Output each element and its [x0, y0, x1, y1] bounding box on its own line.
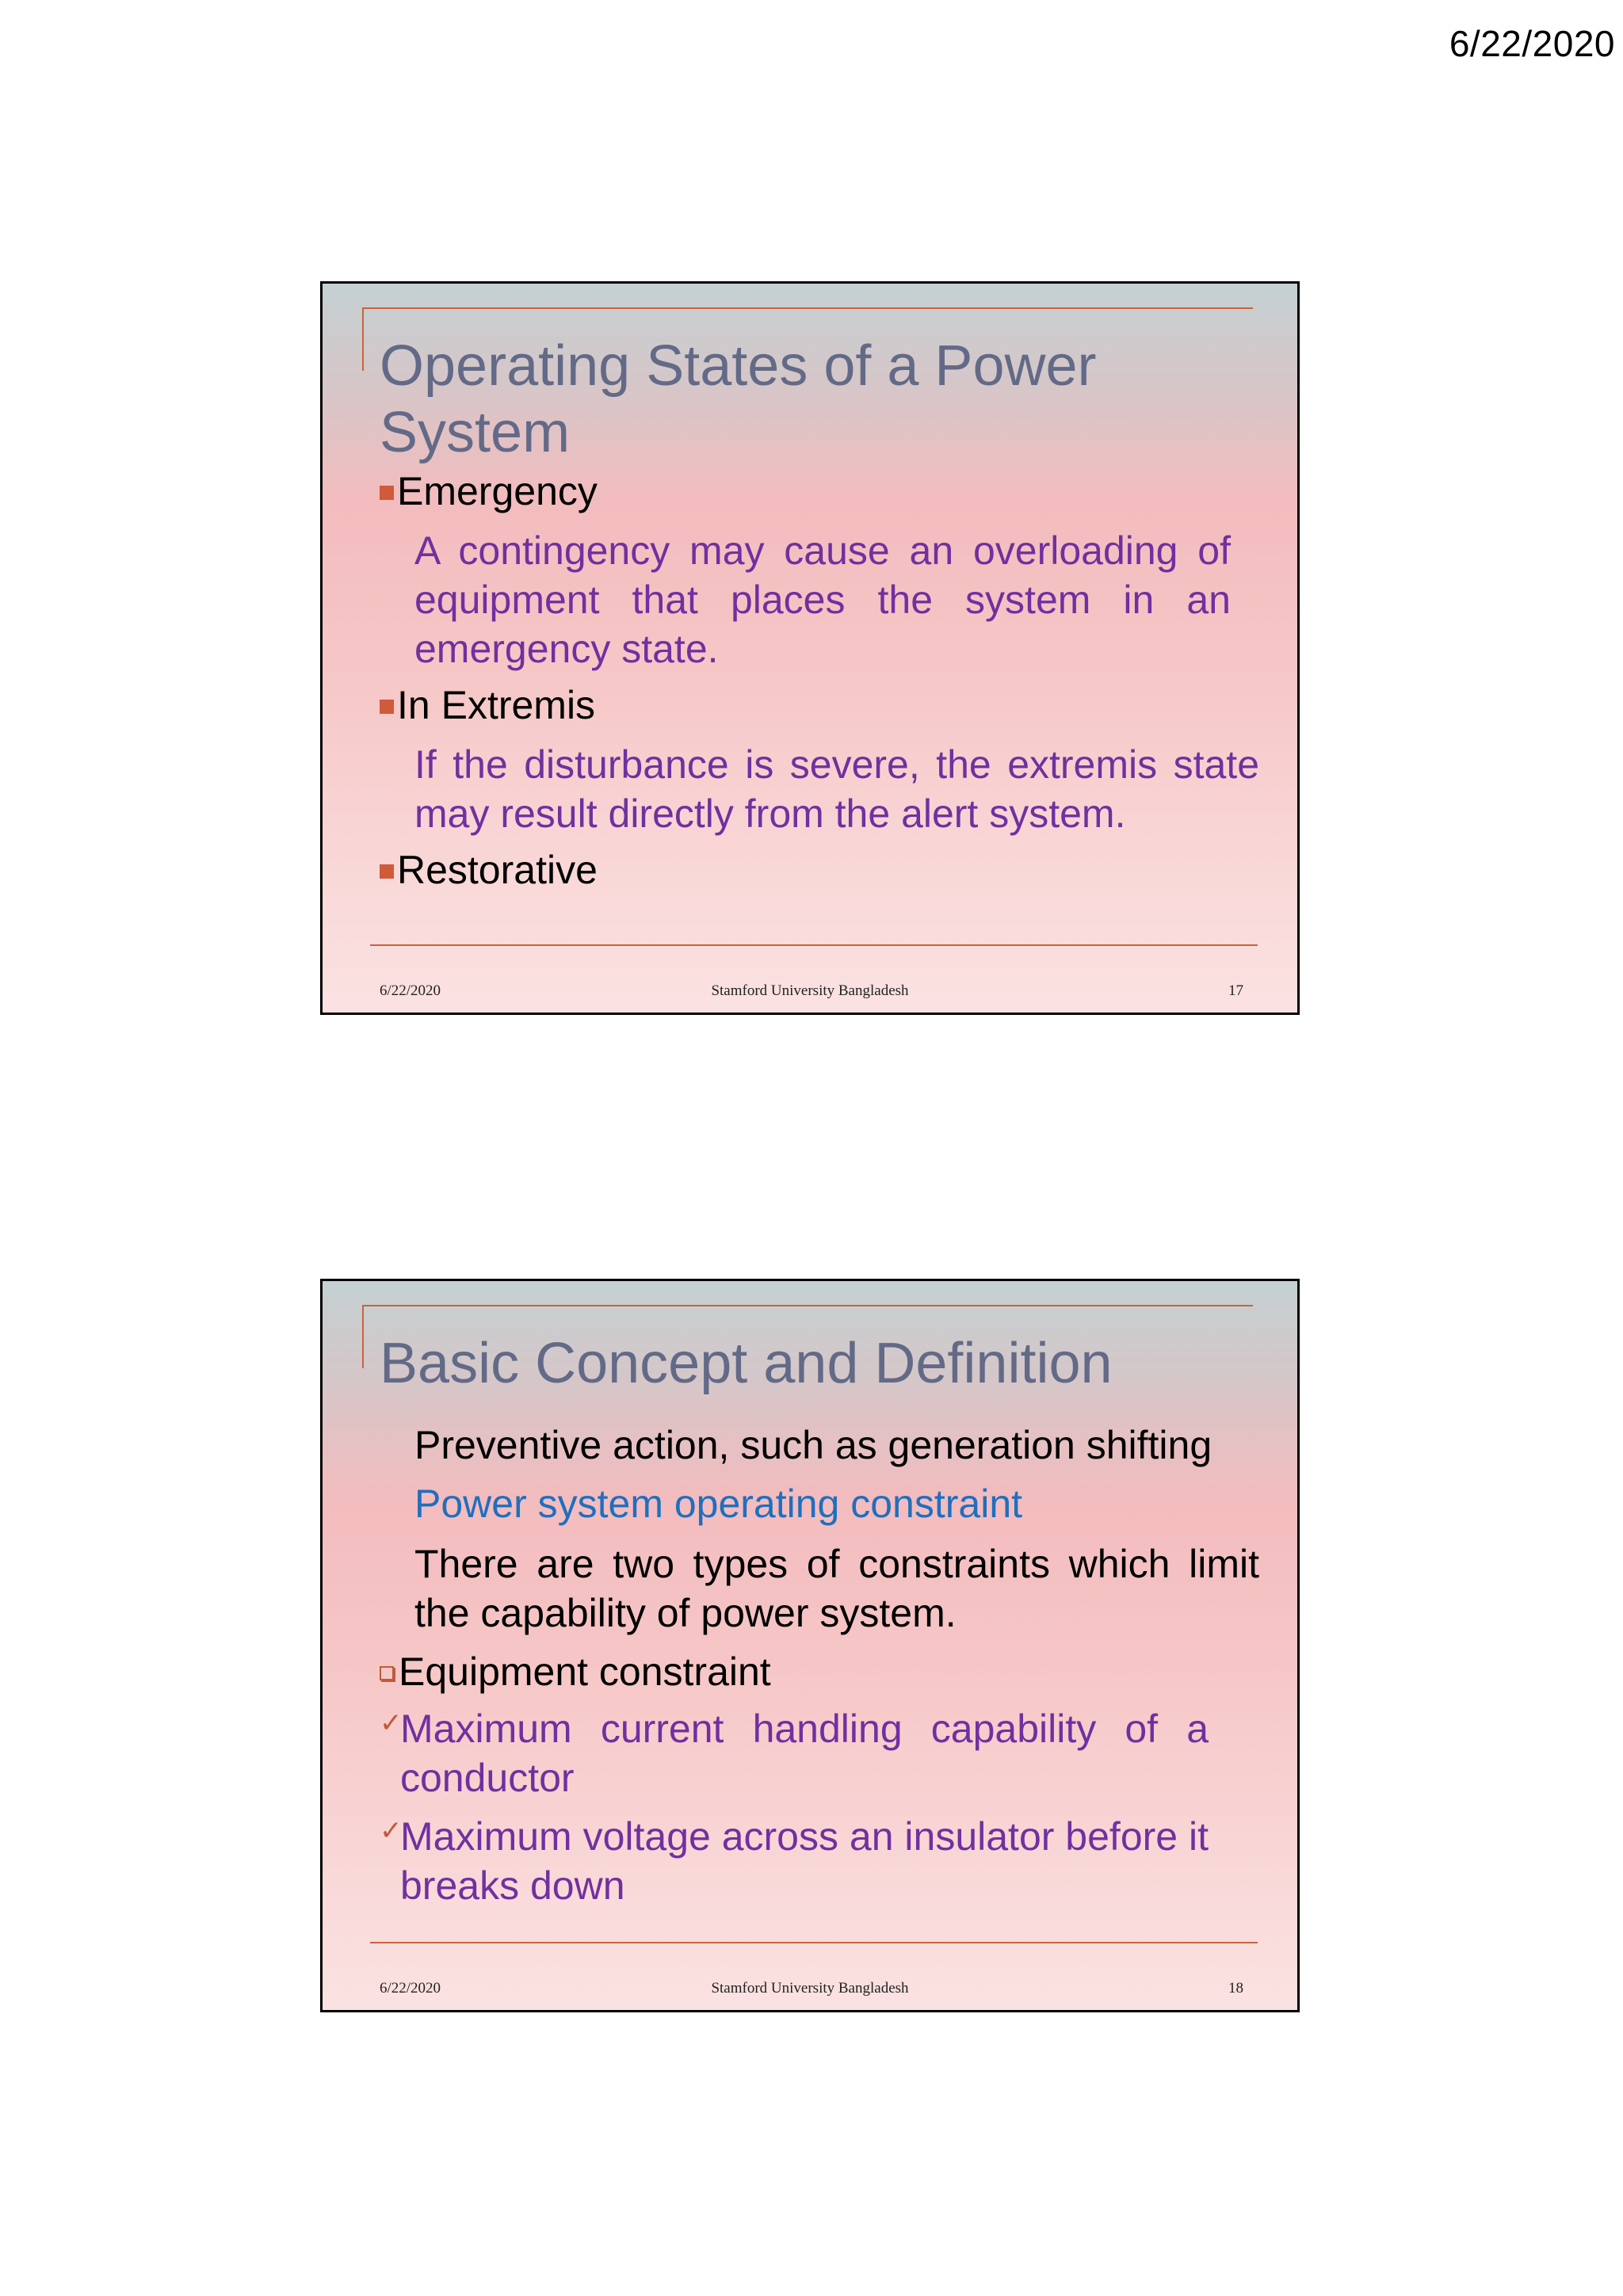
filled-square-bullet-icon	[380, 864, 394, 879]
bullet-item	[380, 467, 1259, 515]
check-item	[380, 1704, 1209, 1802]
checkmark-bullet-icon: ✓	[380, 1708, 403, 1738]
bullet-text: In Extremis	[397, 683, 596, 727]
hollow-square-bullet-icon	[380, 1666, 394, 1680]
paragraph-text: If the disturbance is severe, the extremis state may result directly from the alert system.	[414, 742, 1259, 836]
filled-square-bullet-icon	[380, 700, 394, 714]
slide-body	[380, 1416, 1259, 1910]
decorative-left-line	[362, 307, 364, 371]
paragraph-text: Preventive action, such as generation shifting	[414, 1423, 1212, 1467]
page-header-date: 6/22/2020	[1449, 23, 1615, 64]
slide-17	[320, 281, 1300, 1015]
bullet-text: Equipment constraint	[399, 1650, 771, 1694]
bullet-text: Restorative	[397, 848, 598, 892]
footer-date: 6/22/2020	[380, 1980, 441, 1997]
footer-organization: Stamford University Bangladesh	[711, 982, 909, 999]
footer-page-number: 18	[1228, 1980, 1243, 1997]
slide-title: Operating States of a Power System	[380, 334, 1097, 464]
paragraph-text: A contingency may cause an overloading of equipment that places the system in an emergency state.	[414, 528, 1231, 671]
bullet-item	[380, 846, 1259, 894]
decorative-left-line	[362, 1305, 364, 1368]
slide-body	[380, 467, 1259, 894]
slide-title: Basic Concept and Definition	[380, 1332, 1113, 1395]
bullet-text: Emergency	[397, 469, 598, 513]
check-text: Maximum current handling capability of a conductor	[400, 1707, 1209, 1800]
footer-date: 6/22/2020	[380, 982, 441, 999]
decorative-bottom-line	[370, 1942, 1258, 1943]
check-item	[380, 1812, 1209, 1910]
footer-page-number: 17	[1228, 982, 1243, 999]
filled-square-bullet-icon	[380, 486, 394, 500]
decorative-bottom-line	[370, 944, 1258, 946]
bullet-item	[380, 1646, 1259, 1698]
footer-organization: Stamford University Bangladesh	[711, 1980, 909, 1997]
slide-18	[320, 1279, 1300, 2012]
decorative-top-line	[362, 307, 1253, 309]
paragraph-text: There are two types of constraints which limit the capability of power system.	[414, 1542, 1259, 1635]
paragraph-text: Power system operating constraint	[414, 1482, 1023, 1526]
decorative-top-line	[362, 1305, 1253, 1306]
checkmark-bullet-icon: ✓	[380, 1816, 403, 1846]
check-text: Maximum voltage across an insulator before it breaks down	[400, 1814, 1209, 1908]
bullet-item	[380, 681, 1259, 729]
